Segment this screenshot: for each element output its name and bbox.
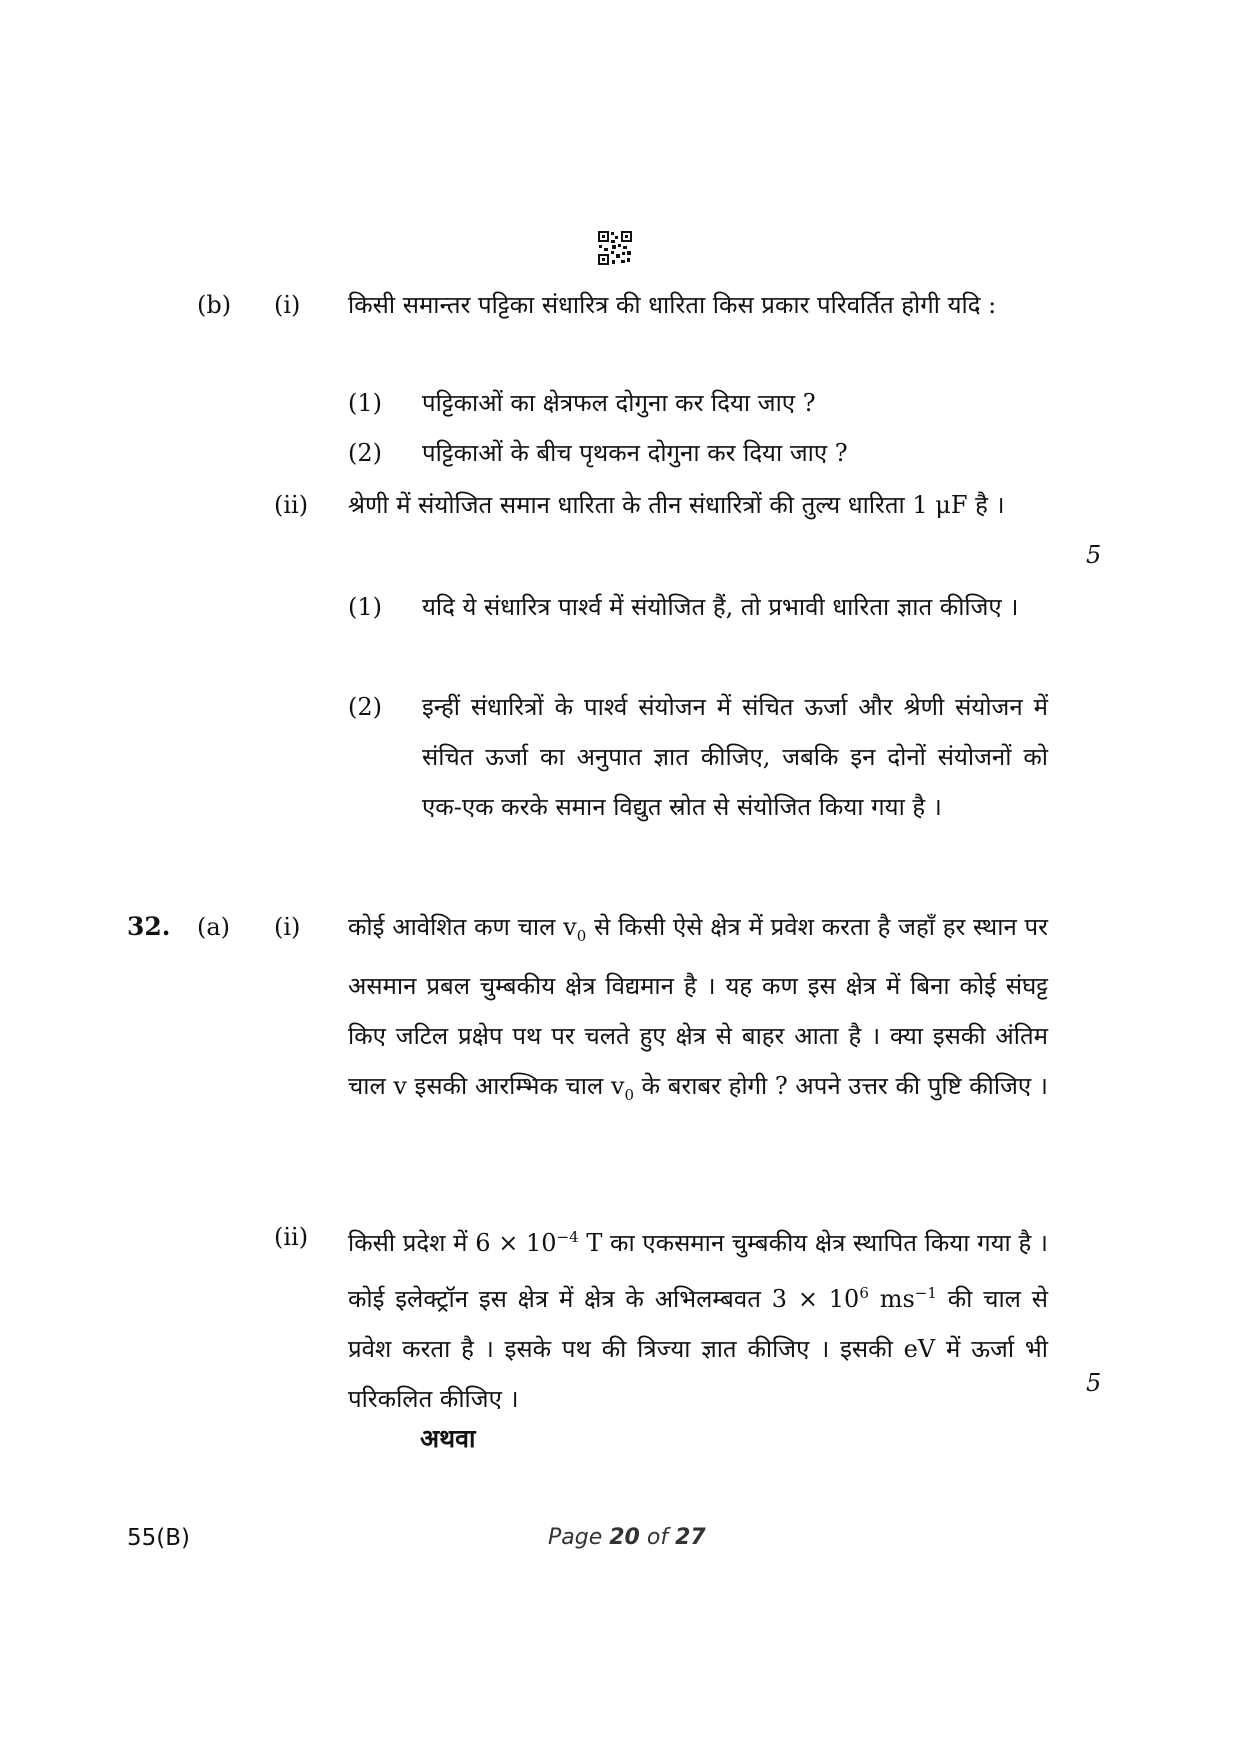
part-b-i-1-label: (1) <box>348 389 382 417</box>
page-number <box>548 1523 706 1553</box>
part-b-marks: 5 <box>1086 541 1102 569</box>
part-b-ii-1-text: यदि ये संधारित्र पार्श्व में संयोजित हैं, तो प्रभावी धारिता ज्ञात कीजिए । <box>422 593 1019 621</box>
v0-sub: 0 <box>576 926 587 945</box>
part-b-i-text: किसी समान्तर पट्टिका संधारित्र की धारिता किस प्रकार परिवर्तित होगी यदि : <box>348 291 997 319</box>
speed-base: 3 × 10 <box>771 1285 860 1313</box>
q32-ii-t3: की चाल से प्रवेश करता है । इसके पथ की त्रिज्या ज्ञात कीजिए । इसकी <box>348 1285 1048 1363</box>
part-b-i-2-text: पट्टिकाओं के बीच पृथकन दोगुना कर दिया जाए ? <box>422 439 848 467</box>
question-32-a-i-text <box>348 902 1048 1120</box>
part-b-label: (b) <box>197 291 232 319</box>
part-b-i-label: (i) <box>274 291 301 319</box>
page-current: 20 <box>609 1525 640 1550</box>
initial-speed-symbol <box>563 913 587 945</box>
q32-ii-t2: का एकसमान चुम्बकीय क्षेत्र स्थापित किया गया है । कोई इलेक्ट्रॉन इस क्षेत्र में क्षेत्र के अभिलम्बवत <box>348 1229 1048 1313</box>
field-unit: T <box>578 1229 603 1257</box>
v0-base: v <box>563 913 577 941</box>
q32-i-t4: के बराबर होगी ? अपने उत्तर की पुष्टि कीजिए । <box>634 1071 1048 1100</box>
part-b-i-1-text: पट्टिकाओं का क्षेत्रफल दोगुना कर दिया जाए ? <box>422 389 816 417</box>
field-exp: −4 <box>556 1228 579 1246</box>
part-b-ii-text <box>348 480 1048 530</box>
part-b-ii-1-label: (1) <box>348 593 382 621</box>
part-b-ii-2-text: इन्हीं संधारित्रों के पार्श्व संयोजन में संचित ऊर्जा और श्रेणी संयोजन में संचित ऊर्जा का अनुपात ज्ञात कीजिए, जबकि इन दोनों संयोजनों को एक-एक करके समान विद्युत स्रोत से संयोजित किया गया है । <box>422 693 1048 821</box>
part-b-ii-text-before: श्रेणी में संयोजित समान धारिता के तीन संधारित्रों की तुल्य धारिता <box>348 491 913 519</box>
field-value <box>475 1229 602 1257</box>
question-32-marks: 5 <box>1086 1369 1102 1397</box>
q32-i-t2: से किसी ऐसे क्षेत्र में प्रवेश करता है जहाँ हर स्थान पर असमान प्रबल चुम्बकीय क्षेत्र विद्यमान है । यह कण इस क्षेत्र में बिना कोई संघट्ट किए जटिल प्रक्षेप पथ पर चलते हुए क्षेत्र से बाहर आता है । क्या इसकी अंतिम चाल <box>348 913 1048 1100</box>
question-32-a-ii-label: (ii) <box>274 1223 309 1251</box>
v0-sub-2: 0 <box>624 1085 634 1104</box>
paper-code: 55(B) <box>127 1525 190 1551</box>
speed-unit-exp: −1 <box>914 1284 937 1302</box>
speed-value <box>772 1285 937 1313</box>
q32-ii-t4: में ऊर्जा भी परिकलित कीजिए । <box>348 1335 1048 1413</box>
page-total: 27 <box>675 1525 706 1550</box>
part-b-i-2-label: (2) <box>348 439 382 467</box>
speed-exp: 6 <box>859 1284 869 1302</box>
q32-ii-t1: किसी प्रदेश में <box>348 1229 476 1257</box>
q32-i-t3: इसकी आरम्भिक चाल <box>406 1071 611 1100</box>
part-b-ii-text-after: है । <box>967 491 1005 519</box>
page-prefix: Page <box>548 1525 610 1550</box>
q32-i-t1: कोई आवेशित कण चाल <box>348 913 564 941</box>
ev-unit: eV <box>903 1335 936 1363</box>
qr-code-icon <box>597 230 633 266</box>
initial-speed-symbol-2 <box>610 1071 634 1104</box>
part-b-ii-2-label: (2) <box>348 693 382 721</box>
v0-base-2: v <box>610 1071 625 1100</box>
capacitance-value: 1 μF <box>912 491 968 519</box>
question-32-a-label: (a) <box>197 913 231 941</box>
or-heading: अथवा <box>420 1424 476 1453</box>
final-speed-symbol: v <box>393 1071 407 1100</box>
question-32-a-i-label: (i) <box>274 913 301 941</box>
question-32-a-ii-text <box>348 1212 1048 1424</box>
speed-unit: ms <box>868 1285 915 1313</box>
question-32-number: 32. <box>127 912 171 941</box>
field-base: 6 × 10 <box>475 1229 557 1257</box>
page-of: of <box>639 1525 676 1550</box>
part-b-ii-label: (ii) <box>274 491 309 519</box>
